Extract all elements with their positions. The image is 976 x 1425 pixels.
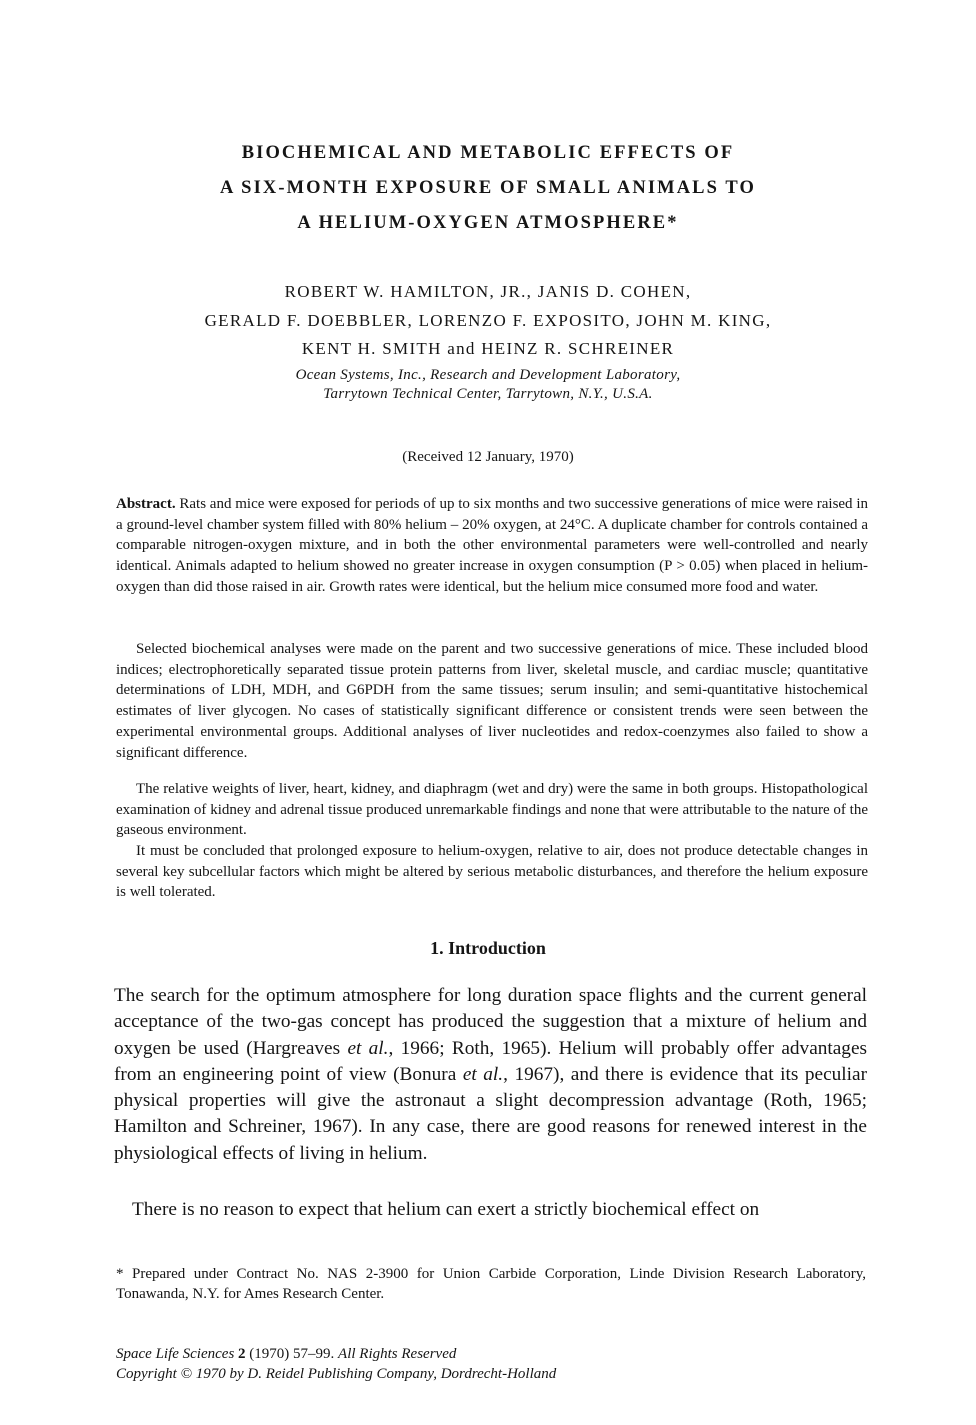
journal-volume: 2 [238, 1346, 246, 1362]
authors-line-2: GERALD F. DOEBBLER, LORENZO F. EXPOSITO, JOHN M. KING, [204, 311, 772, 330]
journal-rights: All Rights Reserved [338, 1346, 457, 1362]
citation-et-al: et al. [462, 1063, 504, 1085]
intro-text-c: , 1967), and there is evidence that its peculiar physical properties will give the astronaut a slight decompression advantage (Roth, 1965; Hamilton and Schreiner, 1967). In any case, there are good reasons for renewed interest in the physiological effects of living in helium. [114, 1063, 867, 1164]
copyright-text: Copyright © 1970 by D. Reidel Publishing Company, Dordrecht-Holland [116, 1366, 557, 1382]
intro-paragraph-1 [114, 983, 867, 1167]
footnote: * Prepared under Contract No. NAS 2-3900 for Union Carbide Corporation, Linde Division Research Laboratory, Tonawanda, N.Y. for Ames Research Center. [116, 1266, 866, 1302]
journal-citation [116, 1344, 456, 1364]
affiliation-line-1: Ocean Systems, Inc., Research and Development Laboratory, [295, 367, 681, 383]
abstract-paragraph-4: It must be concluded that prolonged exposure to helium-oxygen, relative to air, does not produce detectable changes in several key subcellular factors which might be altered by serious metabolic disturbances, and therefore the helium exposure is well tolerated. [116, 843, 868, 901]
title-line-3: A HELIUM-OXYGEN ATMOSPHERE* [297, 213, 679, 233]
title-line-2: A SIX-MONTH EXPOSURE OF SMALL ANIMALS TO [220, 178, 756, 198]
journal-copyright [116, 1364, 556, 1384]
abstract-paragraph-3: The relative weights of liver, heart, kidney, and diaphragm (wet and dry) were the same in both groups. Histopathological examination of kidney and adrenal tissue produced unremarkable findings and none that were attributable to the nature of the gaseous environment. [116, 781, 868, 839]
abstract-paragraph-2: Selected biochemical analyses were made on the parent and two successive generations of mice. These included blood indices; electrophoretically separated tissue protein patterns from liver, skeletal muscle, and cardiac muscle; quantitative determinations of LDH, MDH, and G6PDH from the same tissues; serum insulin; and semi-quantitative histochemical estimates of liver glycogen. No cases of statistically significant difference or consistent trends were seen between the experimental environmental groups. Additional analyses of liver nucleotides and redox-coenzymes also failed to show a significant difference. [116, 641, 868, 761]
received-date: (Received 12 January, 1970) [402, 449, 574, 465]
intro-text-a: The search for the optimum atmosphere for long duration space flights and the current general acceptance of the two-gas concept has produced the suggestion that a mixture of helium and oxygen be used (Hargreaves [114, 985, 867, 1059]
authors-line-1: ROBERT W. HAMILTON, JR., JANIS D. COHEN, [284, 282, 692, 301]
title-line-1: BIOCHEMICAL AND METABOLIC EFFECTS OF [241, 143, 735, 163]
journal-name: Space Life Sciences [116, 1346, 235, 1362]
intro-text-b: , 1966; Roth, 1965). Helium will probably offer advantages from an engineering point of view (Bonura [114, 1037, 868, 1085]
abstract-text-1: Rats and mice were exposed for periods of up to six months and two successive generations of mice were raised in a ground-level chamber system filled with 80% helium – 20% oxygen, at 24°C. A duplicate chamber for controls contained a comparable nitrogen-oxygen mixture, and in both the other environmental parameters were well-controlled and nearly identical. Animals adapted to helium showed no greater increase in oxygen consumption (P > 0.05) when placed in helium-oxygen than did those raised in air. Growth rates were identical, but the helium mice consumed more food and water. [116, 496, 869, 595]
section-heading-introduction: 1. Introduction [430, 938, 546, 958]
citation-et-al: et al. [347, 1037, 389, 1059]
abstract-paragraph-1 [116, 494, 868, 598]
affiliation-line-2: Tarrytown Technical Center, Tarrytown, N.Y., U.S.A. [323, 386, 653, 402]
journal-pages: (1970) 57–99. [249, 1346, 335, 1362]
abstract-label: Abstract. [116, 496, 176, 512]
intro-paragraph-2: There is no reason to expect that helium can exert a strictly biochemical effect on [132, 1199, 760, 1220]
authors-line-3: KENT H. SMITH and HEINZ R. SCHREINER [301, 339, 675, 358]
